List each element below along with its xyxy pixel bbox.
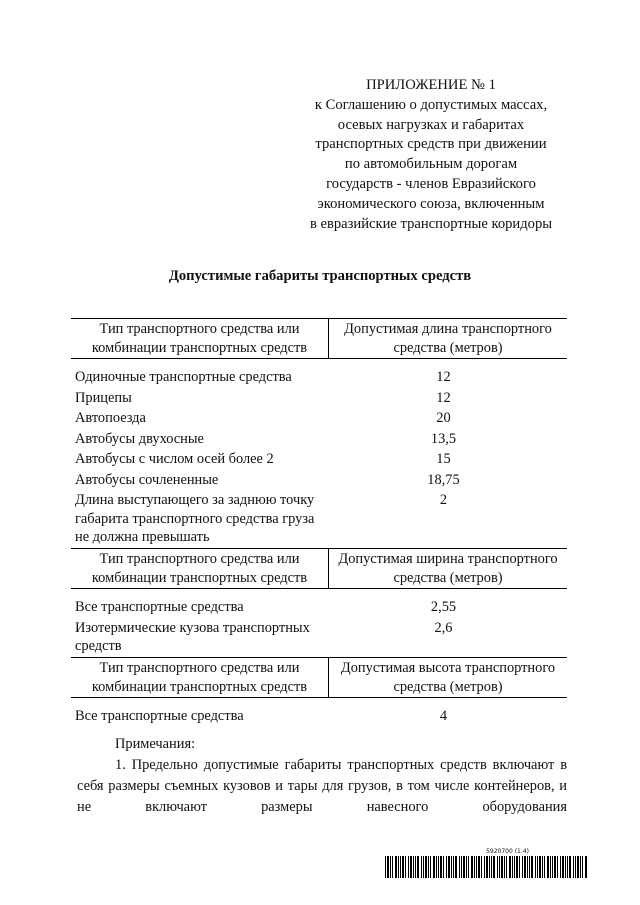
table-row <box>71 490 567 547</box>
vehicle-type-cell: Автопоезда <box>75 410 146 426</box>
annex-line: экономического союза, включенным <box>317 195 545 212</box>
vehicle-type-cell: Одиночные транспортные средства <box>75 369 292 385</box>
header-vehicle-type: Тип транспортного средства или комбинации транспортных средств <box>71 319 329 358</box>
document-title: Допустимые габариты транспортных средств <box>168 268 472 284</box>
vehicle-type-cell: Все транспортные средства <box>75 599 244 615</box>
table-header <box>71 318 567 359</box>
value-cell: 2,6 <box>434 619 453 636</box>
value-cell: 15 <box>436 451 451 467</box>
value-cell: 12 <box>436 389 451 406</box>
value-cell: 12 <box>436 369 451 385</box>
vehicle-type-cell: Прицепы <box>75 389 132 406</box>
notes-paragraph: 1. Предельно допустимые габариты транспортных средств включают в себя размеры съемных кузовов и тары для грузов, в том числе контейнеров, и не включают размеры навесного оборудования <box>77 757 567 815</box>
header-allowed-height: Допустимая высота транспортного средства (метров) <box>340 660 556 695</box>
header-vehicle-type: Тип транспортного средства или комбинации транспортных средств <box>71 549 329 588</box>
value-cell: 2 <box>439 492 448 508</box>
table-header <box>71 657 567 698</box>
height-table <box>71 657 567 727</box>
table-row <box>71 367 567 388</box>
annex-line: транспортных средств при движении <box>315 136 547 153</box>
vehicle-type-cell: Длина выступающего за заднюю точку габарита транспортного средства груза не должна превышать <box>75 492 315 545</box>
annex-block <box>300 76 562 234</box>
annex-line: осевых нагрузках и габаритах <box>337 116 525 133</box>
table-row <box>71 429 567 450</box>
width-table <box>71 548 567 656</box>
vehicle-type-cell: Автобусы сочлененные <box>75 471 219 488</box>
value-cell: 20 <box>436 410 451 426</box>
barcode-label: 5920700 (1.4) <box>486 848 529 855</box>
annex-title: ПРИЛОЖЕНИЕ № 1 <box>366 77 496 93</box>
vehicle-type-cell: Все транспортные средства <box>75 708 244 724</box>
value-cell: 18,75 <box>427 471 460 488</box>
length-table <box>71 318 567 547</box>
barcode-icon <box>385 856 590 878</box>
annex-line: государств - членов Евразийского <box>326 175 536 192</box>
annex-line: к Соглашению о допустимых массах, <box>314 96 548 113</box>
annex-line: по автомобильным дорогам <box>344 156 518 173</box>
vehicle-type-cell: Автобусы двухосные <box>75 430 204 447</box>
table-row <box>71 706 567 727</box>
header-allowed-length: Допустимая длина транспортного средства (метров) <box>344 321 552 356</box>
value-cell: 4 <box>439 708 448 724</box>
table-row <box>71 470 567 491</box>
header-vehicle-type: Тип транспортного средства или комбинации транспортных средств <box>71 658 329 697</box>
table-row <box>71 618 567 656</box>
value-cell: 13,5 <box>430 430 457 447</box>
notes-section <box>77 734 567 818</box>
barcode-block <box>385 848 590 878</box>
vehicle-type-cell: Автобусы с числом осей более 2 <box>75 451 274 467</box>
table-row <box>71 597 567 618</box>
table-row <box>71 449 567 470</box>
value-cell: 2,55 <box>430 599 457 615</box>
table-header <box>71 548 567 589</box>
notes-heading: Примечания: <box>115 736 196 752</box>
annex-line: в евразийские транспортные коридоры <box>309 215 553 232</box>
table-row <box>71 408 567 429</box>
table-row <box>71 388 567 409</box>
vehicle-type-cell: Изотермические кузова транспортных средств <box>75 619 310 654</box>
header-allowed-width: Допустимая ширина транспортного средства (метров) <box>338 551 558 586</box>
